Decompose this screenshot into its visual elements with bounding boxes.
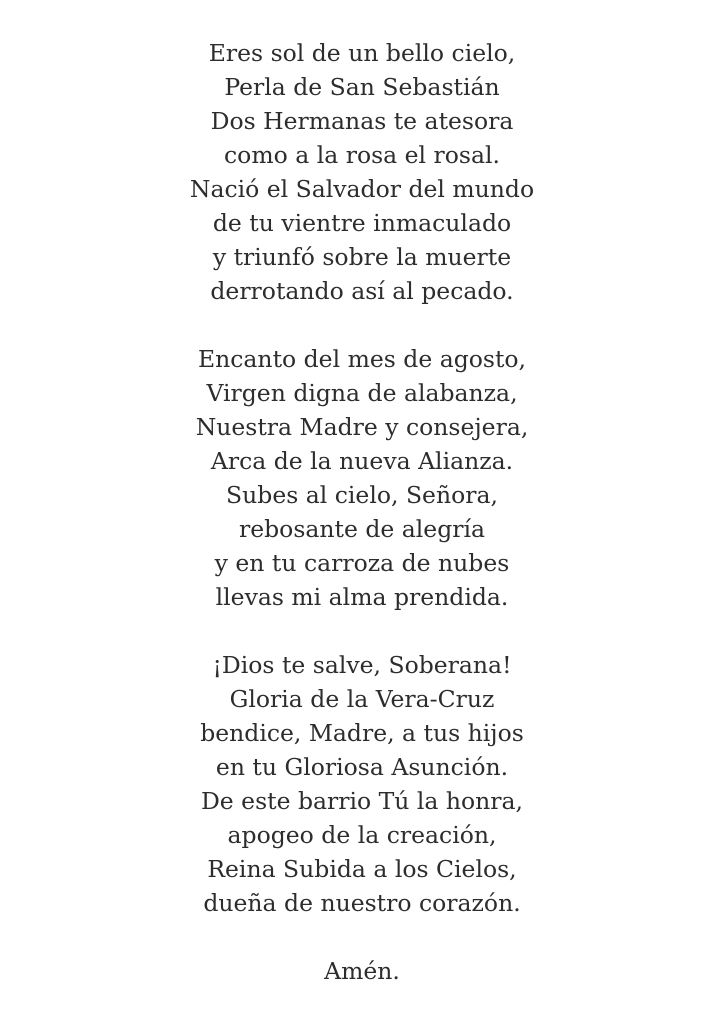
- amen-line: Amén.: [324, 957, 400, 985]
- poem-line: derrotando así al pecado.: [210, 277, 514, 305]
- poem-line: de tu vientre inmaculado: [212, 209, 512, 237]
- stanza-1: [0, 36, 724, 308]
- poem-line: De este barrio Tú la honra,: [200, 787, 524, 815]
- poem-line: bendice, Madre, a tus hijos: [200, 719, 524, 747]
- poem-line: Reina Subida a los Cielos,: [207, 855, 517, 883]
- poem-line: llevas mi alma prendida.: [215, 583, 509, 611]
- poem-line: Dos Hermanas te atesora: [210, 107, 514, 135]
- poem-line: como a la rosa el rosal.: [224, 141, 500, 169]
- poem-line: apogeo de la creación,: [227, 821, 497, 849]
- poem-line: Perla de San Sebastián: [224, 73, 500, 101]
- poem-line: Nació el Salvador del mundo: [189, 175, 535, 203]
- poem-line: Gloria de la Vera-Cruz: [229, 685, 495, 713]
- poem-line: en tu Gloriosa Asunción.: [215, 753, 509, 781]
- poem-line: y en tu carroza de nubes: [214, 549, 510, 577]
- poem-line: dueña de nuestro corazón.: [203, 889, 521, 917]
- poem-line: rebosante de alegría: [238, 515, 485, 543]
- poem-line: Nuestra Madre y consejera,: [195, 413, 529, 441]
- poem-line: Subes al cielo, Señora,: [226, 481, 498, 509]
- poem-line: Encanto del mes de agosto,: [197, 345, 527, 373]
- poem-line: y triunfó sobre la muerte: [212, 243, 512, 271]
- stanza-2: [0, 342, 724, 614]
- poem-line: Arca de la nueva Alianza.: [210, 447, 514, 475]
- poem-line: Virgen digna de alabanza,: [206, 379, 518, 407]
- stanza-3: [0, 648, 724, 920]
- poem-line: ¡Dios te salve, Soberana!: [212, 651, 512, 679]
- poem-line: Eres sol de un bello cielo,: [208, 39, 516, 67]
